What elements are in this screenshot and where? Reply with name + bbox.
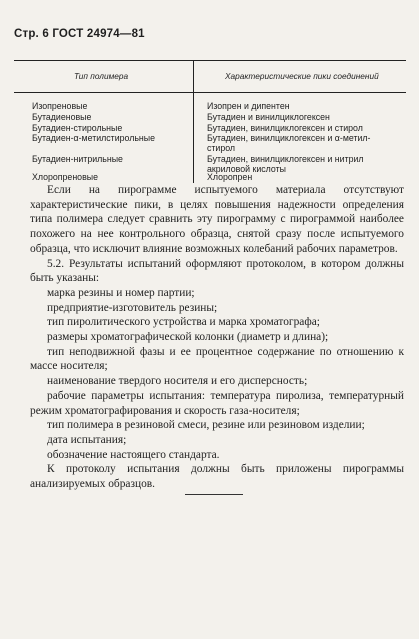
paragraph-final: К протоколу испытания должны быть приложены пирограммы анализируемых образцов. — [30, 463, 404, 491]
page-header: Стр. 6 ГОСТ 24974—81 — [14, 28, 145, 40]
table-row-peaks: Хлоропрен — [207, 172, 253, 182]
paragraph-5-2: 5.2. Результаты испытаний оформляют протоколом, в котором должны быть указаны: — [30, 257, 404, 285]
table-row-polymer: Бутадиеновые — [32, 112, 92, 122]
table-header-rule — [14, 92, 406, 93]
table-row-peaks-cont: акриловой кислоты — [207, 164, 286, 174]
list-item: обозначение настоящего стандарта. — [47, 448, 220, 461]
table-top-rule — [14, 60, 406, 61]
table-row-peaks: Бутадиен, винилциклогексен и α-метил- — [207, 133, 371, 143]
protocol-text — [30, 183, 404, 492]
polymer-table — [0, 60, 419, 190]
list-item: наименование твердого носителя и его дисперсность; — [47, 375, 308, 388]
list-item: тип полимера в резиновой смеси, резине или резиновом изделии; — [47, 419, 365, 432]
table-row-polymer: Хлоропреновые — [32, 172, 98, 182]
list-item: марка резины и номер партии; — [47, 286, 195, 299]
table-row-peaks-cont: стирол — [207, 143, 236, 153]
table-row-peaks: Бутадиен, винилциклогексен и стирол — [207, 123, 363, 133]
table-row-peaks: Изопрен и дипентен — [207, 101, 290, 111]
list-item: тип пиролитического устройства и марка хроматографа; — [47, 316, 320, 329]
list-item: тип неподвижной фазы и ее процентное содержание по отношению к массе носителя; — [30, 345, 404, 373]
table-row-polymer: Бутадиен-нитрильные — [32, 154, 123, 164]
table-column-divider — [193, 60, 194, 183]
paragraph: Если на пирограмме испытуемого материала отсутствуют характеристические пики, в целях повышения надежности определения типа полимера следует сравнить эту пирограмму с пирограммой наиболее похожего на нее контрольного образца, снятой сразу после испытуемого образца, что исключит влияние возможных колебаний рабочих параметров. — [30, 184, 404, 255]
table-row-polymer: Изопреновые — [32, 101, 88, 111]
list-item: предприятие-изготовитель резины; — [47, 301, 218, 314]
table-row-polymer: Бутадиен-α-метилстирольные — [32, 133, 155, 143]
table-row-peaks: Бутадиен и винилциклогексен — [207, 112, 330, 122]
list-item: рабочие параметры испытания: температура пиролиза, температурный режим хроматографирования и скорость газа-носителя; — [30, 389, 404, 417]
end-rule — [185, 494, 243, 495]
list-item: размеры хроматографической колонки (диаметр и длина); — [47, 331, 329, 344]
table-header-polymer-type: Тип полимера — [74, 71, 129, 81]
table-header-peaks: Характеристические пики соединений — [225, 71, 379, 81]
table-row-polymer: Бутадиен-стирольные — [32, 123, 123, 133]
table-row-peaks: Бутадиен, винилциклогексен и нитрил — [207, 154, 364, 164]
list-item: дата испытания; — [47, 433, 127, 446]
